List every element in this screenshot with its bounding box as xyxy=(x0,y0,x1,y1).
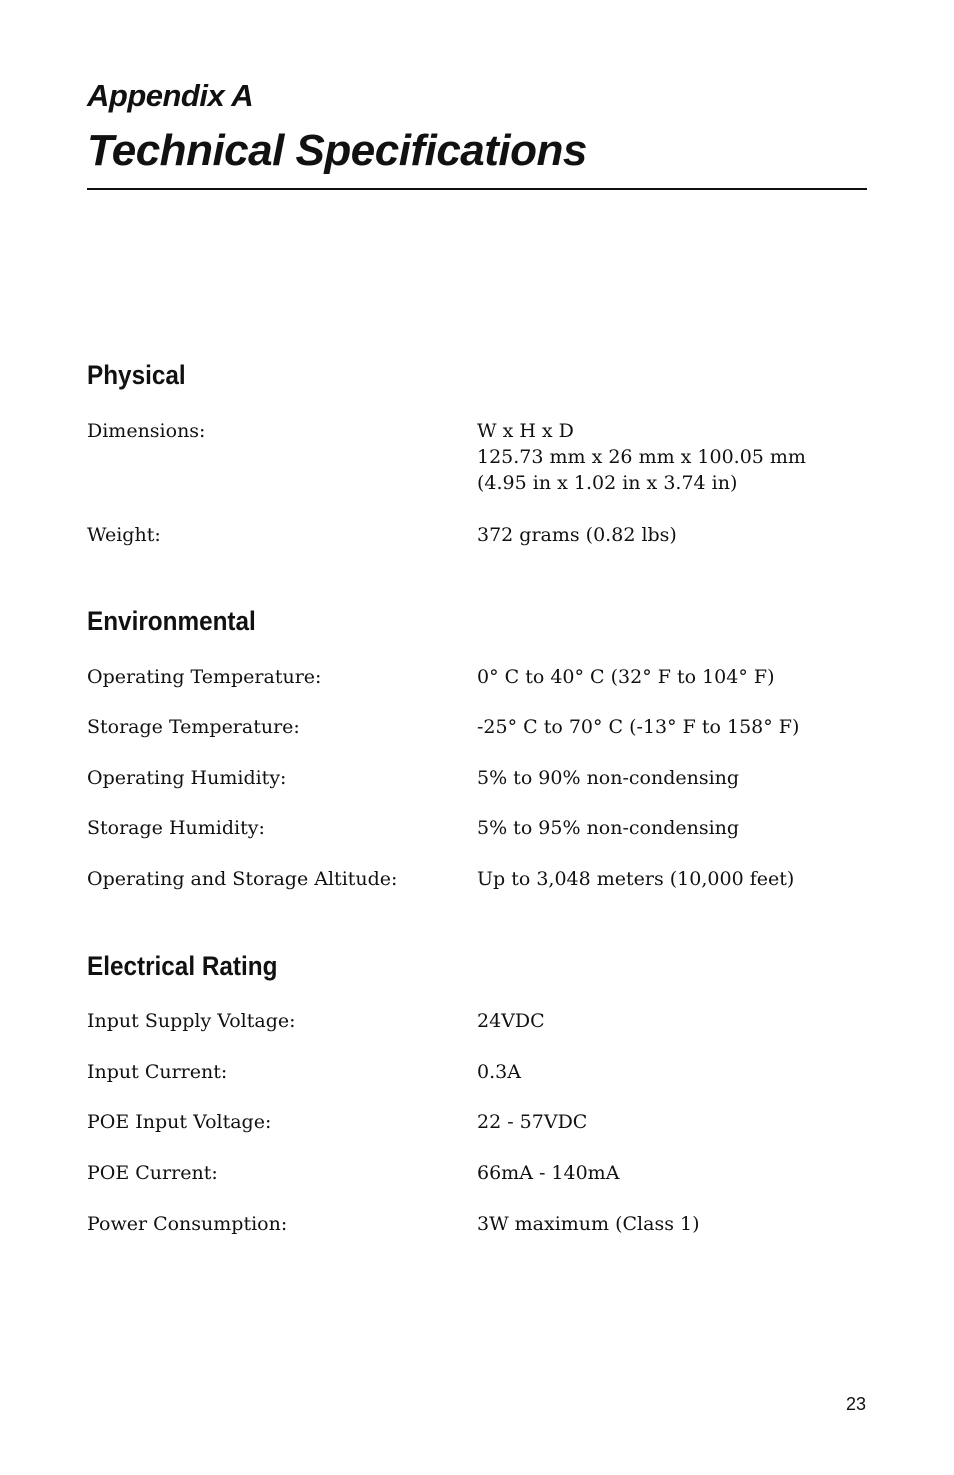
section-heading-electrical-rating: Electrical Rating xyxy=(87,951,278,981)
section-heading-physical: Physical xyxy=(87,360,186,390)
page-title: Technical Specifications xyxy=(87,126,587,175)
spec-label: Operating and Storage Altitude: xyxy=(87,868,398,890)
spec-value xyxy=(477,418,806,496)
spec-label: Storage Temperature: xyxy=(87,716,300,738)
spec-value: 0° C to 40° C (32° F to 104° F) xyxy=(477,666,775,688)
spec-value: 5% to 95% non-condensing xyxy=(477,817,740,839)
spec-label: Input Supply Voltage: xyxy=(87,1010,296,1032)
spec-label: Input Current: xyxy=(87,1061,228,1083)
spec-value: 372 grams (0.82 lbs) xyxy=(477,524,677,546)
spec-value-line: 125.73 mm x 26 mm x 100.05 mm xyxy=(477,446,806,468)
spec-label: Operating Temperature: xyxy=(87,666,322,688)
spec-label: POE Current: xyxy=(87,1162,218,1184)
spec-value-line: (4.95 in x 1.02 in x 3.74 in) xyxy=(477,472,738,494)
page-number: 23 xyxy=(845,1394,866,1414)
spec-label: Power Consumption: xyxy=(87,1213,288,1235)
spec-value: 0.3A xyxy=(477,1061,521,1083)
spec-label: POE Input Voltage: xyxy=(87,1111,272,1133)
spec-value: 5% to 90% non-condensing xyxy=(477,767,740,789)
spec-value-line: W x H x D xyxy=(477,420,574,442)
spec-value: Up to 3,048 meters (10,000 feet) xyxy=(477,868,795,890)
section-heading-environmental: Environmental xyxy=(87,606,256,636)
spec-value: 66mA - 140mA xyxy=(477,1162,620,1184)
spec-label: Weight: xyxy=(87,524,161,546)
spec-label: Storage Humidity: xyxy=(87,817,265,839)
spec-value: 3W maximum (Class 1) xyxy=(477,1213,700,1235)
spec-value: 24VDC xyxy=(477,1010,545,1032)
spec-label: Operating Humidity: xyxy=(87,767,287,789)
spec-label: Dimensions: xyxy=(87,420,206,442)
title-divider xyxy=(87,188,867,190)
appendix-label: Appendix A xyxy=(87,78,254,113)
spec-value: -25° C to 70° C (-13° F to 158° F) xyxy=(477,716,800,738)
spec-value: 22 - 57VDC xyxy=(477,1111,588,1133)
